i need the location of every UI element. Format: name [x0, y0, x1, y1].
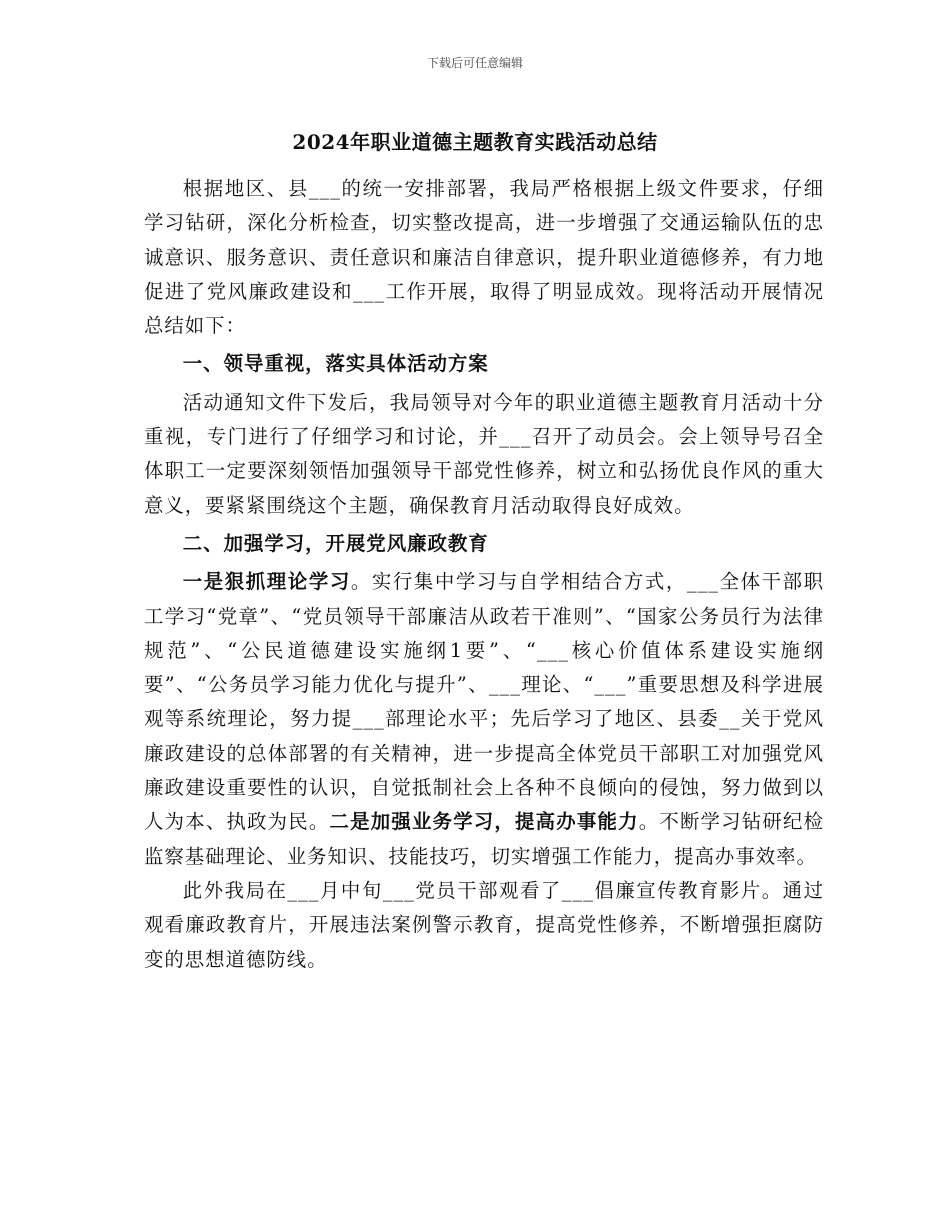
intro-paragraph: 根据地区、县___的统一安排部署，我局严格根据上级文件要求，仔细学习钻研，深化分析检查，切实整改提高，进一步增强了交通运输队伍的忠诚意识、服务意识、责任意识和廉洁自律意识，提升职业道德修养，有力地促进了党风廉政建设和___工作开展，取得了明显成效。现将活动开展情况总结如下： — [144, 177, 824, 338]
section-1-heading: 一、领导重视，落实具体活动方案 — [182, 352, 489, 376]
theory-study-text: 。实行集中学习与自学相结合方式，___全体干部职工学习“党章”、“党员领导干部廉洁从政若干准则”、“国家公务员行为法律规范”、“公民道德建设实施纲1要”、“___核心价值体系建设实施纲要”、“公务员学习能力优化与提升”、___理论、“___”重要思想及科学进展观等系统理论，努力提___部理论水平；先后学习了地区、县委__关于党风廉政建设的总体部署的有关精神，进一步提高全体党员干部职工对加强党风廉政建设重要性的认识，自觉抵制社会上各种不良倾向的侵蚀，努力做到以人为本、执政为民。 — [144, 570, 824, 834]
lead-theory-study: 一是狠抓理论学习 — [182, 570, 351, 594]
section-2-paragraph-1 — [144, 565, 824, 874]
section-2-paragraph-2: 此外我局在___月中旬___党员干部观看了___倡廉宣传教育影片。通过观看廉政教育片，开展违法案例警示教育，提高党性修养，不断增强拒腐防变的思想道德防线。 — [144, 878, 824, 971]
document-body — [144, 172, 824, 977]
section-2-heading: 二、加强学习，开展党风廉政教育 — [182, 531, 489, 555]
section-1-paragraph: 活动通知文件下发后，我局领导对今年的职业道德主题教育月活动十分重视，专门进行了仔细学习和讨论，并___召开了动员会。会上领导号召全体职工一定要深刻领悟加强领导干部党性修养，树立和弘扬优良作风的重大意义，要紧紧围绕这个主题，确保教育月活动取得良好成效。 — [144, 390, 824, 517]
lead-business-study: 二是加强业务学习，提高办事能力 — [329, 810, 639, 834]
header-note: 下载后可任意编辑 — [426, 56, 523, 70]
document-title: 2024年职业道德主题教育实践活动总结 — [292, 130, 658, 154]
business-study-text: 。不断学习钻研纪检监察基础理论、业务知识、技能技巧，切实增强工作能力，提高办事效率。 — [144, 810, 825, 868]
